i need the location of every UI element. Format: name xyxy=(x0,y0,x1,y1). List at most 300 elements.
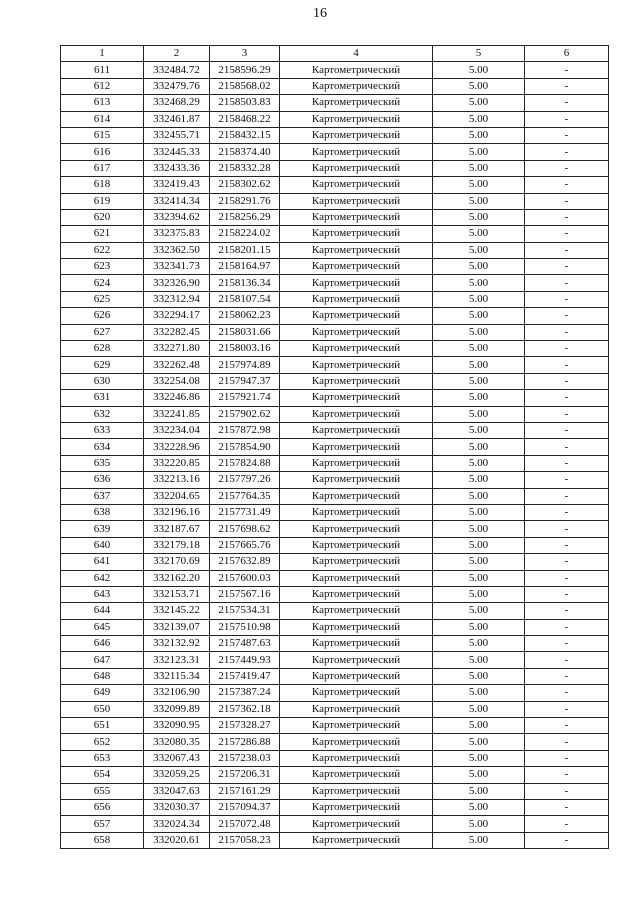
point-number-cell: 624 xyxy=(61,275,144,291)
column-header: 4 xyxy=(280,46,433,62)
x-coordinate-cell: 332326.90 xyxy=(144,275,210,291)
accuracy-cell: 5.00 xyxy=(433,619,525,635)
table-row xyxy=(61,111,609,127)
table-row xyxy=(61,95,609,111)
x-coordinate-cell: 332090.95 xyxy=(144,718,210,734)
accuracy-cell: 5.00 xyxy=(433,603,525,619)
table-row xyxy=(61,259,609,275)
point-number-cell: 614 xyxy=(61,111,144,127)
method-cell: Картометрический xyxy=(280,341,433,357)
x-coordinate-cell: 332123.31 xyxy=(144,652,210,668)
x-coordinate-cell: 332341.73 xyxy=(144,259,210,275)
page-number: 16 xyxy=(313,6,327,21)
method-cell: Картометрический xyxy=(280,799,433,815)
point-number-cell: 629 xyxy=(61,357,144,373)
accuracy-cell: 5.00 xyxy=(433,373,525,389)
accuracy-cell: 5.00 xyxy=(433,422,525,438)
accuracy-cell: 5.00 xyxy=(433,226,525,242)
x-coordinate-cell: 332187.67 xyxy=(144,521,210,537)
table-row xyxy=(61,832,609,848)
point-number-cell: 616 xyxy=(61,144,144,160)
point-number-cell: 634 xyxy=(61,439,144,455)
x-coordinate-cell: 332115.34 xyxy=(144,668,210,684)
y-coordinate-cell: 2157510.98 xyxy=(210,619,280,635)
y-coordinate-cell: 2157161.29 xyxy=(210,783,280,799)
x-coordinate-cell: 332080.35 xyxy=(144,734,210,750)
point-number-cell: 612 xyxy=(61,78,144,94)
note-cell: - xyxy=(525,750,609,766)
note-cell: - xyxy=(525,209,609,225)
y-coordinate-cell: 2157058.23 xyxy=(210,832,280,848)
y-coordinate-cell: 2157206.31 xyxy=(210,767,280,783)
y-coordinate-cell: 2157947.37 xyxy=(210,373,280,389)
accuracy-cell: 5.00 xyxy=(433,570,525,586)
point-number-cell: 649 xyxy=(61,685,144,701)
y-coordinate-cell: 2157665.76 xyxy=(210,537,280,553)
note-cell: - xyxy=(525,193,609,209)
point-number-cell: 620 xyxy=(61,209,144,225)
point-number-cell: 640 xyxy=(61,537,144,553)
accuracy-cell: 5.00 xyxy=(433,95,525,111)
method-cell: Картометрический xyxy=(280,242,433,258)
note-cell: - xyxy=(525,95,609,111)
point-number-cell: 632 xyxy=(61,406,144,422)
table-row xyxy=(61,734,609,750)
table-row xyxy=(61,636,609,652)
table-row xyxy=(61,78,609,94)
point-number-cell: 652 xyxy=(61,734,144,750)
note-cell: - xyxy=(525,619,609,635)
method-cell: Картометрический xyxy=(280,193,433,209)
coordinates-table xyxy=(60,45,609,849)
note-cell: - xyxy=(525,472,609,488)
y-coordinate-cell: 2158332.28 xyxy=(210,160,280,176)
x-coordinate-cell: 332312.94 xyxy=(144,291,210,307)
note-cell: - xyxy=(525,537,609,553)
x-coordinate-cell: 332024.34 xyxy=(144,816,210,832)
point-number-cell: 643 xyxy=(61,586,144,602)
note-cell: - xyxy=(525,291,609,307)
y-coordinate-cell: 2158568.02 xyxy=(210,78,280,94)
y-coordinate-cell: 2157974.89 xyxy=(210,357,280,373)
accuracy-cell: 5.00 xyxy=(433,652,525,668)
y-coordinate-cell: 2158302.62 xyxy=(210,177,280,193)
y-coordinate-cell: 2157921.74 xyxy=(210,390,280,406)
note-cell: - xyxy=(525,832,609,848)
x-coordinate-cell: 332204.65 xyxy=(144,488,210,504)
point-number-cell: 638 xyxy=(61,504,144,520)
note-cell: - xyxy=(525,636,609,652)
point-number-cell: 657 xyxy=(61,816,144,832)
note-cell: - xyxy=(525,701,609,717)
note-cell: - xyxy=(525,341,609,357)
y-coordinate-cell: 2157698.62 xyxy=(210,521,280,537)
note-cell: - xyxy=(525,242,609,258)
note-cell: - xyxy=(525,734,609,750)
note-cell: - xyxy=(525,78,609,94)
accuracy-cell: 5.00 xyxy=(433,718,525,734)
note-cell: - xyxy=(525,177,609,193)
note-cell: - xyxy=(525,406,609,422)
point-number-cell: 628 xyxy=(61,341,144,357)
note-cell: - xyxy=(525,324,609,340)
x-coordinate-cell: 332162.20 xyxy=(144,570,210,586)
point-number-cell: 650 xyxy=(61,701,144,717)
accuracy-cell: 5.00 xyxy=(433,127,525,143)
note-cell: - xyxy=(525,816,609,832)
point-number-cell: 611 xyxy=(61,62,144,78)
y-coordinate-cell: 2157797.26 xyxy=(210,472,280,488)
accuracy-cell: 5.00 xyxy=(433,209,525,225)
x-coordinate-cell: 332262.48 xyxy=(144,357,210,373)
method-cell: Картометрический xyxy=(280,209,433,225)
point-number-cell: 648 xyxy=(61,668,144,684)
table-row xyxy=(61,504,609,520)
note-cell: - xyxy=(525,718,609,734)
y-coordinate-cell: 2157902.62 xyxy=(210,406,280,422)
x-coordinate-cell: 332282.45 xyxy=(144,324,210,340)
header-row xyxy=(61,46,609,62)
method-cell: Картометрический xyxy=(280,472,433,488)
y-coordinate-cell: 2158062.23 xyxy=(210,308,280,324)
y-coordinate-cell: 2158201.15 xyxy=(210,242,280,258)
x-coordinate-cell: 332059.25 xyxy=(144,767,210,783)
point-number-cell: 653 xyxy=(61,750,144,766)
method-cell: Картометрический xyxy=(280,390,433,406)
x-coordinate-cell: 332468.29 xyxy=(144,95,210,111)
method-cell: Картометрический xyxy=(280,603,433,619)
table-row xyxy=(61,291,609,307)
y-coordinate-cell: 2157419.47 xyxy=(210,668,280,684)
table-row xyxy=(61,767,609,783)
y-coordinate-cell: 2157764.35 xyxy=(210,488,280,504)
note-cell: - xyxy=(525,488,609,504)
method-cell: Картометрический xyxy=(280,160,433,176)
note-cell: - xyxy=(525,603,609,619)
method-cell: Картометрический xyxy=(280,504,433,520)
y-coordinate-cell: 2157632.89 xyxy=(210,554,280,570)
table-row xyxy=(61,62,609,78)
table-row xyxy=(61,816,609,832)
x-coordinate-cell: 332220.85 xyxy=(144,455,210,471)
column-header: 2 xyxy=(144,46,210,62)
note-cell: - xyxy=(525,390,609,406)
column-header: 6 xyxy=(525,46,609,62)
method-cell: Картометрический xyxy=(280,177,433,193)
y-coordinate-cell: 2158374.40 xyxy=(210,144,280,160)
note-cell: - xyxy=(525,275,609,291)
y-coordinate-cell: 2158224.02 xyxy=(210,226,280,242)
method-cell: Картометрический xyxy=(280,718,433,734)
column-header: 1 xyxy=(61,46,144,62)
x-coordinate-cell: 332433.36 xyxy=(144,160,210,176)
method-cell: Картометрический xyxy=(280,95,433,111)
table-row xyxy=(61,357,609,373)
method-cell: Картометрический xyxy=(280,275,433,291)
method-cell: Картометрический xyxy=(280,308,433,324)
table-row xyxy=(61,652,609,668)
method-cell: Картометрический xyxy=(280,373,433,389)
accuracy-cell: 5.00 xyxy=(433,160,525,176)
accuracy-cell: 5.00 xyxy=(433,767,525,783)
table-row xyxy=(61,324,609,340)
table-row xyxy=(61,537,609,553)
point-number-cell: 647 xyxy=(61,652,144,668)
x-coordinate-cell: 332484.72 xyxy=(144,62,210,78)
table-row xyxy=(61,750,609,766)
method-cell: Картометрический xyxy=(280,537,433,553)
y-coordinate-cell: 2157072.48 xyxy=(210,816,280,832)
table-row xyxy=(61,439,609,455)
table-row xyxy=(61,209,609,225)
method-cell: Картометрический xyxy=(280,357,433,373)
note-cell: - xyxy=(525,226,609,242)
y-coordinate-cell: 2158291.76 xyxy=(210,193,280,209)
accuracy-cell: 5.00 xyxy=(433,406,525,422)
method-cell: Картометрический xyxy=(280,488,433,504)
note-cell: - xyxy=(525,685,609,701)
point-number-cell: 641 xyxy=(61,554,144,570)
method-cell: Картометрический xyxy=(280,127,433,143)
x-coordinate-cell: 332479.76 xyxy=(144,78,210,94)
note-cell: - xyxy=(525,586,609,602)
y-coordinate-cell: 2157600.03 xyxy=(210,570,280,586)
column-header: 3 xyxy=(210,46,280,62)
method-cell: Картометрический xyxy=(280,586,433,602)
method-cell: Картометрический xyxy=(280,668,433,684)
x-coordinate-cell: 332254.08 xyxy=(144,373,210,389)
table-row xyxy=(61,341,609,357)
column-header: 5 xyxy=(433,46,525,62)
point-number-cell: 626 xyxy=(61,308,144,324)
x-coordinate-cell: 332196.16 xyxy=(144,504,210,520)
point-number-cell: 635 xyxy=(61,455,144,471)
y-coordinate-cell: 2158596.29 xyxy=(210,62,280,78)
accuracy-cell: 5.00 xyxy=(433,390,525,406)
point-number-cell: 633 xyxy=(61,422,144,438)
x-coordinate-cell: 332419.43 xyxy=(144,177,210,193)
table-row xyxy=(61,554,609,570)
note-cell: - xyxy=(525,127,609,143)
y-coordinate-cell: 2158468.22 xyxy=(210,111,280,127)
point-number-cell: 658 xyxy=(61,832,144,848)
y-coordinate-cell: 2158107.54 xyxy=(210,291,280,307)
method-cell: Картометрический xyxy=(280,701,433,717)
method-cell: Картометрический xyxy=(280,144,433,160)
x-coordinate-cell: 332234.04 xyxy=(144,422,210,438)
table-body xyxy=(61,62,609,849)
accuracy-cell: 5.00 xyxy=(433,455,525,471)
y-coordinate-cell: 2158432.15 xyxy=(210,127,280,143)
accuracy-cell: 5.00 xyxy=(433,275,525,291)
note-cell: - xyxy=(525,652,609,668)
method-cell: Картометрический xyxy=(280,570,433,586)
accuracy-cell: 5.00 xyxy=(433,78,525,94)
accuracy-cell: 5.00 xyxy=(433,685,525,701)
note-cell: - xyxy=(525,455,609,471)
accuracy-cell: 5.00 xyxy=(433,668,525,684)
method-cell: Картометрический xyxy=(280,652,433,668)
accuracy-cell: 5.00 xyxy=(433,193,525,209)
x-coordinate-cell: 332362.50 xyxy=(144,242,210,258)
table-row xyxy=(61,144,609,160)
table-row xyxy=(61,242,609,258)
note-cell: - xyxy=(525,160,609,176)
point-number-cell: 656 xyxy=(61,799,144,815)
table-row xyxy=(61,586,609,602)
accuracy-cell: 5.00 xyxy=(433,472,525,488)
point-number-cell: 617 xyxy=(61,160,144,176)
table-row xyxy=(61,193,609,209)
note-cell: - xyxy=(525,521,609,537)
note-cell: - xyxy=(525,767,609,783)
table-row xyxy=(61,488,609,504)
method-cell: Картометрический xyxy=(280,783,433,799)
table-row xyxy=(61,390,609,406)
note-cell: - xyxy=(525,783,609,799)
point-number-cell: 654 xyxy=(61,767,144,783)
x-coordinate-cell: 332139.07 xyxy=(144,619,210,635)
table-row xyxy=(61,783,609,799)
accuracy-cell: 5.00 xyxy=(433,799,525,815)
note-cell: - xyxy=(525,554,609,570)
accuracy-cell: 5.00 xyxy=(433,816,525,832)
x-coordinate-cell: 332020.61 xyxy=(144,832,210,848)
table-row xyxy=(61,668,609,684)
accuracy-cell: 5.00 xyxy=(433,177,525,193)
x-coordinate-cell: 332375.83 xyxy=(144,226,210,242)
x-coordinate-cell: 332067.43 xyxy=(144,750,210,766)
table-row xyxy=(61,406,609,422)
accuracy-cell: 5.00 xyxy=(433,357,525,373)
method-cell: Картометрический xyxy=(280,767,433,783)
y-coordinate-cell: 2158003.16 xyxy=(210,341,280,357)
note-cell: - xyxy=(525,357,609,373)
y-coordinate-cell: 2157362.18 xyxy=(210,701,280,717)
table-row xyxy=(61,275,609,291)
x-coordinate-cell: 332170.69 xyxy=(144,554,210,570)
method-cell: Картометрический xyxy=(280,750,433,766)
y-coordinate-cell: 2158136.34 xyxy=(210,275,280,291)
y-coordinate-cell: 2157286.88 xyxy=(210,734,280,750)
method-cell: Картометрический xyxy=(280,439,433,455)
accuracy-cell: 5.00 xyxy=(433,488,525,504)
x-coordinate-cell: 332132.92 xyxy=(144,636,210,652)
x-coordinate-cell: 332179.18 xyxy=(144,537,210,553)
method-cell: Картометрический xyxy=(280,455,433,471)
y-coordinate-cell: 2157731.49 xyxy=(210,504,280,520)
table-row xyxy=(61,570,609,586)
note-cell: - xyxy=(525,439,609,455)
note-cell: - xyxy=(525,799,609,815)
method-cell: Картометрический xyxy=(280,78,433,94)
accuracy-cell: 5.00 xyxy=(433,554,525,570)
note-cell: - xyxy=(525,62,609,78)
x-coordinate-cell: 332241.85 xyxy=(144,406,210,422)
y-coordinate-cell: 2157094.37 xyxy=(210,799,280,815)
table-row xyxy=(61,422,609,438)
point-number-cell: 625 xyxy=(61,291,144,307)
accuracy-cell: 5.00 xyxy=(433,111,525,127)
accuracy-cell: 5.00 xyxy=(433,537,525,553)
accuracy-cell: 5.00 xyxy=(433,521,525,537)
y-coordinate-cell: 2158164.97 xyxy=(210,259,280,275)
table-row xyxy=(61,701,609,717)
method-cell: Картометрический xyxy=(280,832,433,848)
y-coordinate-cell: 2157238.03 xyxy=(210,750,280,766)
method-cell: Картометрический xyxy=(280,619,433,635)
point-number-cell: 631 xyxy=(61,390,144,406)
point-number-cell: 646 xyxy=(61,636,144,652)
point-number-cell: 621 xyxy=(61,226,144,242)
method-cell: Картометрический xyxy=(280,291,433,307)
x-coordinate-cell: 332213.16 xyxy=(144,472,210,488)
table-row xyxy=(61,308,609,324)
accuracy-cell: 5.00 xyxy=(433,144,525,160)
x-coordinate-cell: 332099.89 xyxy=(144,701,210,717)
accuracy-cell: 5.00 xyxy=(433,504,525,520)
method-cell: Картометрический xyxy=(280,259,433,275)
table-row xyxy=(61,685,609,701)
note-cell: - xyxy=(525,111,609,127)
point-number-cell: 636 xyxy=(61,472,144,488)
x-coordinate-cell: 332461.87 xyxy=(144,111,210,127)
point-number-cell: 630 xyxy=(61,373,144,389)
y-coordinate-cell: 2157824.88 xyxy=(210,455,280,471)
method-cell: Картометрический xyxy=(280,111,433,127)
x-coordinate-cell: 332030.37 xyxy=(144,799,210,815)
accuracy-cell: 5.00 xyxy=(433,324,525,340)
x-coordinate-cell: 332414.34 xyxy=(144,193,210,209)
method-cell: Картометрический xyxy=(280,521,433,537)
note-cell: - xyxy=(525,504,609,520)
y-coordinate-cell: 2158031.66 xyxy=(210,324,280,340)
y-coordinate-cell: 2157854.90 xyxy=(210,439,280,455)
method-cell: Картометрический xyxy=(280,636,433,652)
table-row xyxy=(61,226,609,242)
x-coordinate-cell: 332455.71 xyxy=(144,127,210,143)
point-number-cell: 623 xyxy=(61,259,144,275)
point-number-cell: 644 xyxy=(61,603,144,619)
note-cell: - xyxy=(525,308,609,324)
method-cell: Картометрический xyxy=(280,816,433,832)
note-cell: - xyxy=(525,259,609,275)
y-coordinate-cell: 2157487.63 xyxy=(210,636,280,652)
x-coordinate-cell: 332271.80 xyxy=(144,341,210,357)
point-number-cell: 637 xyxy=(61,488,144,504)
x-coordinate-cell: 332153.71 xyxy=(144,586,210,602)
accuracy-cell: 5.00 xyxy=(433,242,525,258)
y-coordinate-cell: 2158256.29 xyxy=(210,209,280,225)
x-coordinate-cell: 332246.86 xyxy=(144,390,210,406)
accuracy-cell: 5.00 xyxy=(433,586,525,602)
accuracy-cell: 5.00 xyxy=(433,783,525,799)
accuracy-cell: 5.00 xyxy=(433,750,525,766)
x-coordinate-cell: 332445.33 xyxy=(144,144,210,160)
y-coordinate-cell: 2157449.93 xyxy=(210,652,280,668)
accuracy-cell: 5.00 xyxy=(433,308,525,324)
point-number-cell: 645 xyxy=(61,619,144,635)
accuracy-cell: 5.00 xyxy=(433,439,525,455)
table-row xyxy=(61,455,609,471)
x-coordinate-cell: 332145.22 xyxy=(144,603,210,619)
x-coordinate-cell: 332294.17 xyxy=(144,308,210,324)
accuracy-cell: 5.00 xyxy=(433,259,525,275)
method-cell: Картометрический xyxy=(280,422,433,438)
method-cell: Картометрический xyxy=(280,226,433,242)
point-number-cell: 655 xyxy=(61,783,144,799)
note-cell: - xyxy=(525,668,609,684)
